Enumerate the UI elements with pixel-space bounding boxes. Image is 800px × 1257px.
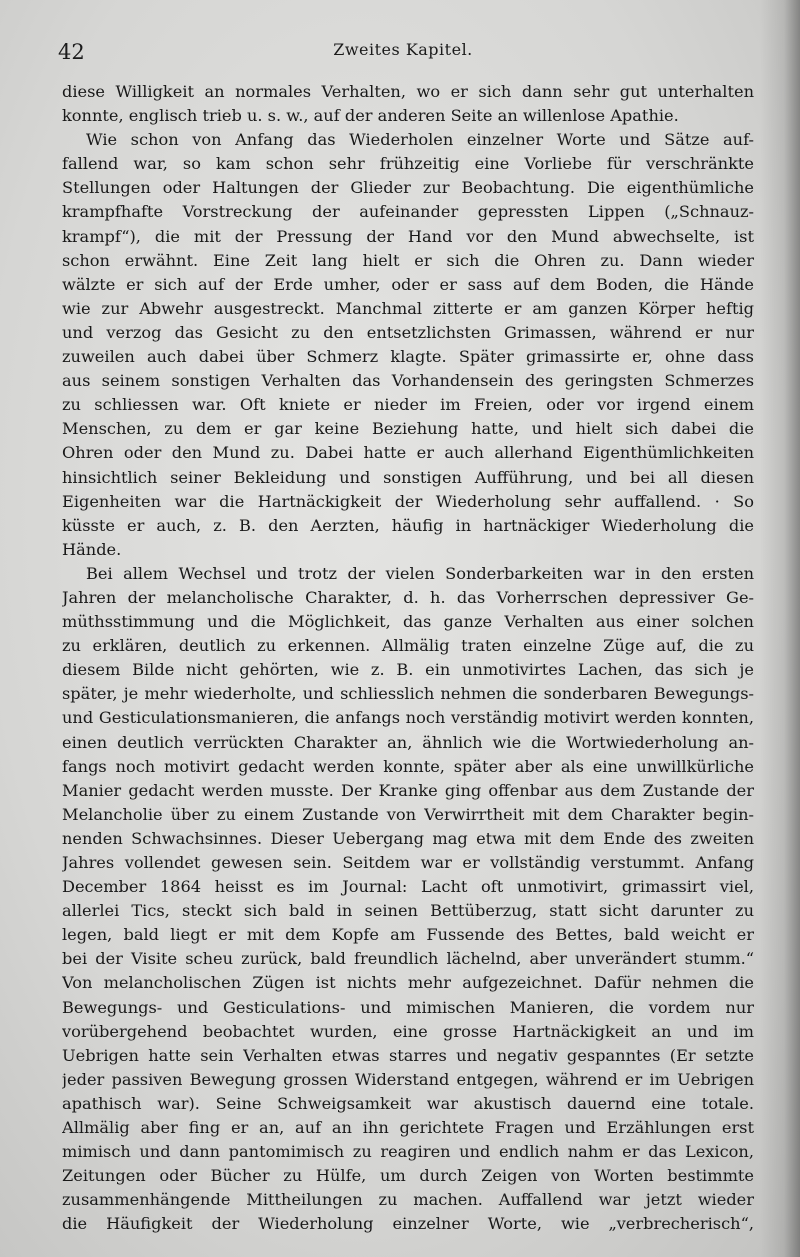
text-line: zu schliessen war. Oft kniete er nieder im Freien, oder vor irgend einem: [62, 395, 754, 415]
text-line: Bei allem Wechsel und trotz der vielen Sonderbarkeiten war in den ersten: [86, 563, 754, 583]
text-line: Jahres vollendet gewesen sein. Seitdem war er vollständig verstummt. Anfang: [62, 853, 754, 872]
text-line: konnte, englisch trieb u. s. w., auf der anderen Seite an willenlose Apathie.: [62, 106, 679, 126]
text-line: und Gesticulationsmanieren, die anfangs noch verständig motivirt werden konnten,: [62, 708, 754, 728]
text-line: zuweilen auch dabei über Schmerz klagte. Später grimassirte er, ohne dass: [62, 347, 754, 367]
text-line: Jahren der melancholische Charakter, d. h. das Vorherrschen depressiver Ge-: [62, 587, 754, 607]
text-line: legen, bald liegt er mit dem Kopfe am Fussende des Bettes, bald weicht er: [62, 925, 754, 945]
text-line: Eigenheiten war die Hartnäckigkeit der Wiederholung sehr auffallend. · So: [62, 491, 754, 511]
body-text: [62, 80, 754, 1237]
text-line: müthsstimmung und die Möglichkeit, das ganze Verhalten aus einer solchen: [62, 612, 754, 632]
text-line: Stellungen oder Haltungen der Glieder zur Beobachtung. Die eigenthümliche: [62, 178, 754, 198]
text-line: bei der Visite scheu zurück, bald freundlich lächelnd, aber unverändert stumm.“: [62, 949, 754, 969]
page-number: 42: [58, 40, 85, 64]
text-line: apathisch war). Seine Schweigsamkeit war akustisch dauernd eine totale.: [62, 1093, 754, 1113]
text-line: Manier gedacht werden musste. Der Kranke ging offenbar aus dem Zustande der: [62, 780, 754, 800]
text-line: wälzte er sich auf der Erde umher, oder er sass auf dem Boden, die Hände: [62, 274, 754, 294]
text-line: Bewegungs- und Gesticulations- und mimischen Manieren, die vordem nur: [62, 997, 754, 1017]
text-line: Zeitungen oder Bücher zu Hülfe, um durch Zeigen von Worten bestimmte: [62, 1166, 754, 1186]
text-line: Melancholie über zu einem Zustande von Verwirrtheit mit dem Charakter begin-: [62, 804, 754, 824]
text-line: mimisch und dann pantomimisch zu reagiren und endlich nahm er das Lexicon,: [62, 1142, 754, 1162]
text-line: fangs noch motivirt gedacht werden konnte, später aber als eine unwillkürliche: [62, 756, 754, 776]
text-line: Allmälig aber fing er an, auf an ihn gerichtete Fragen und Erzählungen erst: [62, 1118, 754, 1138]
text-line: Wie schon von Anfang das Wiederholen einzelner Worte und Sätze auf-: [86, 130, 754, 150]
text-line: die Häufigkeit der Wiederholung einzelner Worte, wie „verbrecherisch“,: [62, 1214, 754, 1234]
page-edge-shadow: [760, 0, 800, 1257]
text-line: später, je mehr wiederholte, und schliesslich nehmen die sonderbaren Bewegungs-: [62, 684, 754, 704]
text-line: diesem Bilde nicht gehörten, wie z. B. ein unmotivirtes Lachen, das sich je: [62, 660, 754, 680]
text-line: Von melancholischen Zügen ist nichts mehr aufgezeichnet. Dafür nehmen die: [62, 973, 754, 993]
text-line: jeder passiven Bewegung grossen Widerstand entgegen, während er im Uebrigen: [62, 1069, 754, 1089]
text-line: krampf“), die mit der Pressung der Hand vor den Mund abwechselte, ist: [62, 226, 754, 246]
text-line: Ohren oder den Mund zu. Dabei hatte er auch allerhand Eigenthümlichkeiten: [62, 443, 754, 463]
running-head: Zweites Kapitel.: [333, 40, 473, 59]
text-line: und verzog das Gesicht zu den entsetzlichsten Grimassen, während er nur: [62, 322, 754, 342]
text-line: zusammenhängende Mittheilungen zu machen. Auffallend war jetzt wieder: [62, 1190, 754, 1210]
page-header: [58, 40, 748, 70]
text-line: Hände.: [62, 539, 122, 559]
text-line: nenden Schwachsinnes. Dieser Uebergang mag etwa mit dem Ende des zweiten: [62, 828, 754, 848]
text-line: krampfhafte Vorstreckung der aufeinander gepressten Lippen („Schnauz-: [62, 202, 754, 222]
text-line: einen deutlich verrückten Charakter an, ähnlich wie die Wortwiederholung an-: [62, 732, 754, 752]
text-line: allerlei Tics, steckt sich bald in seinen Bettüberzug, statt sicht darunter zu: [62, 901, 754, 921]
text-line: schon erwähnt. Eine Zeit lang hielt er sich die Ohren zu. Dann wieder: [62, 250, 754, 270]
text-line: zu erklären, deutlich zu erkennen. Allmälig traten einzelne Züge auf, die zu: [62, 636, 754, 656]
text-line: Menschen, zu dem er gar keine Beziehung hatte, und hielt sich dabei die: [62, 419, 754, 439]
text-line: diese Willigkeit an normales Verhalten, wo er sich dann sehr gut unterhalten: [62, 82, 754, 101]
text-line: fallend war, so kam schon sehr frühzeitig eine Vorliebe für verschränkte: [62, 154, 754, 174]
text-line: December 1864 heisst es im Journal: Lacht oft unmotivirt, grimassirt viel,: [62, 877, 754, 897]
text-line: hinsichtlich seiner Bekleidung und sonstigen Aufführung, und bei all diesen: [62, 467, 754, 487]
text-line: küsste er auch, z. B. den Aerzten, häufig in hartnäckiger Wiederholung die: [62, 515, 754, 535]
text-line: vorübergehend beobachtet wurden, eine grosse Hartnäckigkeit an und im: [62, 1021, 754, 1041]
text-line: Uebrigen hatte sein Verhalten etwas starres und negativ gespanntes (Er setzte: [62, 1045, 754, 1065]
text-line: wie zur Abwehr ausgestreckt. Manchmal zitterte er am ganzen Körper heftig: [62, 298, 754, 318]
text-line: aus seinem sonstigen Verhalten das Vorhandensein des geringsten Schmerzes: [62, 371, 754, 391]
